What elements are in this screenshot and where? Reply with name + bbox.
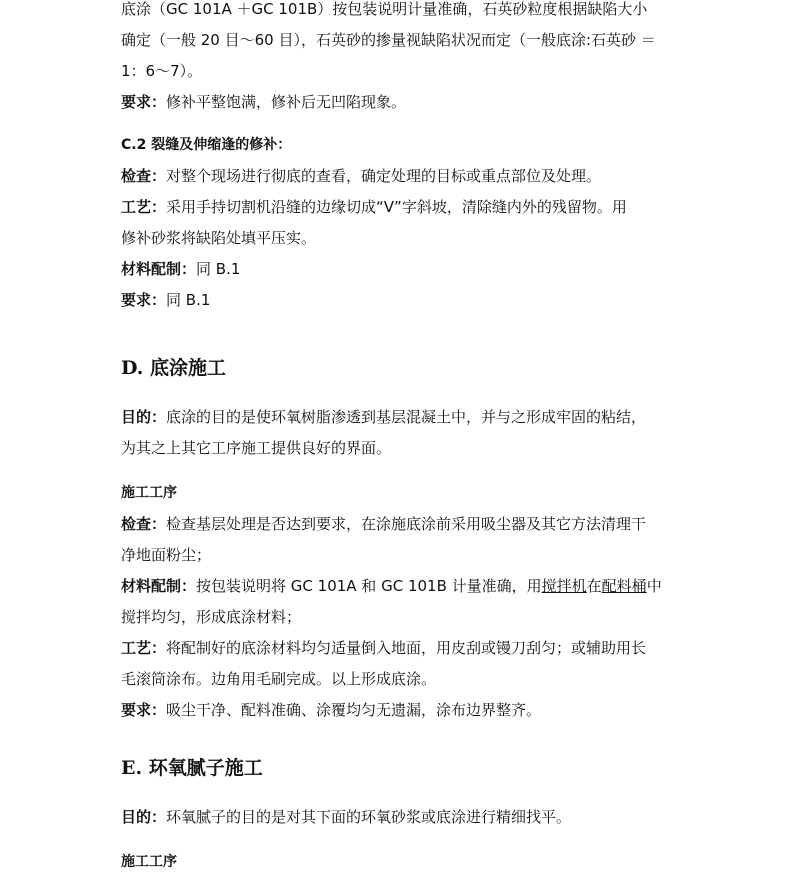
d-procedure-title: 施工工序 <box>121 485 177 501</box>
e-procedure-title: 施工工序 <box>121 854 177 870</box>
d-material-cont: 搅拌均匀，形成底涂材料； <box>121 608 302 626</box>
mixer-link[interactable]: 搅拌机 <box>541 577 587 595</box>
requirement-label: 要求： <box>121 291 167 309</box>
repair-requirement <box>121 87 406 118</box>
purpose-label: 目的： <box>121 408 167 426</box>
craft-label: 工艺： <box>121 639 167 657</box>
section-c2-title: C.2 裂缝及伸缩逢的修补： <box>121 137 292 153</box>
material-label: 材料配制： <box>121 260 197 278</box>
c2-material <box>121 254 240 285</box>
repair-materials-line-3: 1：6～7）。 <box>121 62 203 80</box>
purpose-label: 目的： <box>121 808 167 826</box>
requirement-text: 吸尘干净、配料准确、涂覆均匀无遗漏，涂布边界整齐。 <box>166 701 542 719</box>
craft-text: 将配制好的底涂材料均匀适量倒入地面，用皮刮或镘刀刮匀；或辅助用长 <box>166 639 647 657</box>
material-text-b: 在 <box>586 577 602 595</box>
material-text: 同 B.1 <box>196 260 241 278</box>
d-craft-cont: 毛滚筒涂布。边角用毛刷完成。以上形成底涂。 <box>121 670 437 688</box>
d-purpose-cont: 为其之上其它工序施工提供良好的界面。 <box>121 439 392 457</box>
c2-craft-cont: 修补砂浆将缺陷处填平压实。 <box>121 229 317 247</box>
d-check-cont: 净地面粉尘； <box>121 546 212 564</box>
d-requirement <box>121 695 541 726</box>
check-text: 检查基层处理是否达到要求，在涂施底涂前采用吸尘器及其它方法清理干 <box>166 515 647 533</box>
d-purpose <box>121 402 646 433</box>
d-material <box>121 571 662 602</box>
d-check <box>121 509 646 540</box>
requirement-text: 修补平整饱满，修补后无凹陷现象。 <box>166 93 407 111</box>
requirement-text: 同 B.1 <box>166 291 211 309</box>
mixing-bucket-link[interactable]: 配料桶 <box>601 577 647 595</box>
c2-check <box>121 161 601 192</box>
craft-text: 采用手持切割机沿缝的边缘切成“V”字斜坡，清除缝内外的残留物。用 <box>166 198 627 216</box>
material-text-c: 中 <box>646 577 662 595</box>
material-label: 材料配制： <box>121 577 197 595</box>
d-craft <box>121 633 646 664</box>
c2-requirement <box>121 285 210 316</box>
check-text: 对整个现场进行彻底的查看，确定处理的目标或重点部位及处理。 <box>166 167 602 185</box>
purpose-text: 环氧腻子的目的是对其下面的环氧砂浆或底涂进行精细找平。 <box>166 808 572 826</box>
section-e-heading: E. 环氧腻子施工 <box>121 757 263 779</box>
c2-craft <box>121 192 627 223</box>
section-d-heading: D. 底涂施工 <box>121 357 227 379</box>
material-text-a: 按包装说明将 GC 101A 和 GC 101B 计量准确，用 <box>196 577 542 595</box>
requirement-label: 要求： <box>121 701 167 719</box>
check-label: 检查： <box>121 167 167 185</box>
craft-label: 工艺： <box>121 198 167 216</box>
purpose-text: 底涂的目的是使环氧树脂渗透到基层混凝土中，并与之形成牢固的粘结， <box>166 408 647 426</box>
requirement-label: 要求： <box>121 93 167 111</box>
check-label: 检查： <box>121 515 167 533</box>
repair-materials-line-1: 底涂（GC 101A ＋GC 101B）按包装说明计量准确，石英砂粒度根据缺陷大小 <box>121 0 648 18</box>
e-purpose <box>121 802 571 833</box>
repair-materials-line-2: 确定（一般 20 目～60 目），石英砂的掺量视缺陷状况而定（一般底涂:石英砂 ＝ <box>121 31 656 49</box>
